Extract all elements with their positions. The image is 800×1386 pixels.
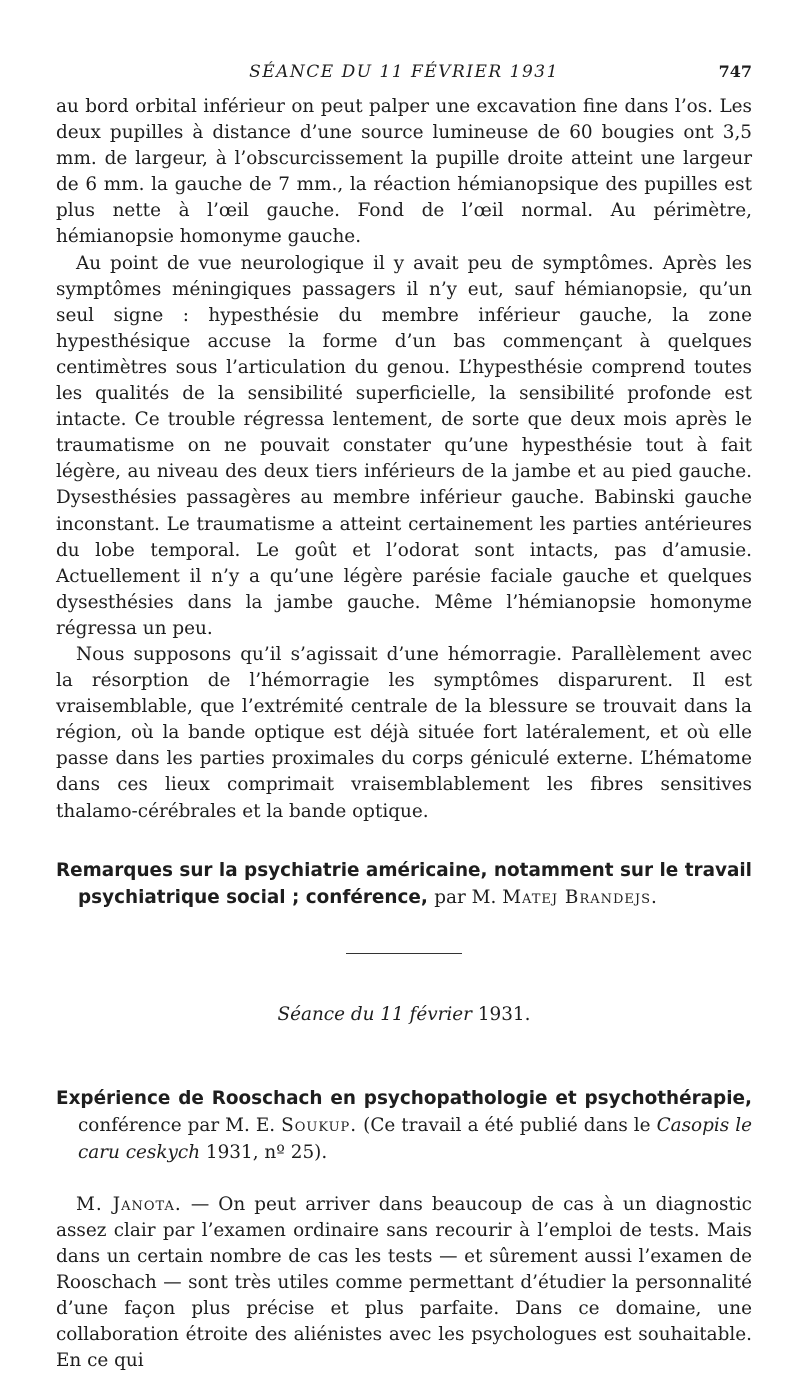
running-title: SÉANCE DU 11 FÉVRIER 1931 — [249, 62, 559, 82]
section-1-by: par M. — [434, 886, 497, 908]
section-2-note-prefix: (Ce travail a été publié dans le — [363, 1114, 651, 1136]
paragraph-1: au bord orbital inférieur on peut palper une excavation fine dans l’os. Les deux pupilles à distance d’une source lumineuse de 60 bougies ont 3,5 mm. de largeur, à l’obscurcissement la pupille droite atteint une largeur de 6 mm. la gauche de 7 mm., la réaction hémianopsique des pupilles est plus nette à l’œil gauche. Fond de l’œil normal. Au périmètre, hémianopsie homonyme gauche. — [56, 96, 752, 248]
running-head — [56, 62, 752, 94]
section-1-byline — [434, 887, 658, 908]
section-heading-1 — [56, 857, 752, 911]
paragraph-2: Au point de vue neurologique il y avait peu de symptômes. Après les symptômes méningiques passagers il n’y eut, sauf hémianopsie, qu’un seul signe : hypesthésie du membre inférieur gauche, la zone hypesthésique accuse la forme d’un bas commençant à quelques centimètres sous l’articulation du genou. L’hypesthésie comprend toutes les qualités de la sensibilité superficielle, la sensibilité profonde est intacte. Ce trouble régressa lentement, de sorte que deux mois après le traumatisme on ne pouvait constater qu’une hypesthésie tout à fait légère, au niveau des deux tiers inférieurs de la jambe et au pied gauche. Dysesthésies passagères au membre inférieur gauche. Babinski gauche inconstant. Le traumatisme a atteint certainement les parties antérieures du lobe temporal. Le goût et l’odorat sont intacts, pas d’amusie. Actuellement il n’y a qu’une légère parésie faciale gauche et quelques dysesthésies dans la jambe gauche. Même l’hémianopsie homonyme régressa un peu. — [56, 252, 752, 639]
section-2-title: Expérience de Rooschach en psychopathologie et psychothérapie, — [56, 1087, 752, 1109]
section-heading-2 — [56, 1085, 752, 1166]
document-page — [56, 0, 752, 1374]
session-date — [56, 1004, 752, 1025]
section-2-byline — [78, 1115, 752, 1163]
section-1-author: Matej Brandejs. — [502, 886, 658, 908]
session-date-label: Séance du 11 février — [277, 1003, 472, 1025]
session-date-year: 1931. — [477, 1003, 531, 1025]
section-2-note-suffix: 1931, nº 25). — [205, 1141, 328, 1163]
discussion-text: — On peut arriver dans beaucoup de cas à un diagnostic assez clair par l’examen ordinaire sans recourir à l’emploi de tests. Mais dans un certain nombre de cas les tests — et sûrement aussi l’examen de Rooschach — sont très utiles comme permettant d’étudier la personnalité d’une façon plus précise et plus parfaite. Dans ce domaine, une collaboration étroite des aliénistes avec les psychologues est souhaitable. En ce qui — [56, 1193, 752, 1372]
section-2-journal: Casopis le caru ceskych — [78, 1114, 752, 1163]
discussion-paragraph — [56, 1192, 752, 1375]
page-number: 747 — [718, 62, 752, 81]
discussion-speaker: M. Janota. — [76, 1193, 182, 1215]
section-1-title: Remarques sur la psychiatrie américaine, notamment sur le travail psychiatrique social ; conférence, — [56, 859, 752, 908]
paragraph-3: Nous supposons qu’il s’agissait d’une hémorragie. Parallèlement avec la résorption de l’hémorragie les symptômes disparurent. Il est vraisemblable, que l’extrémité centrale de la blessure se trouvait dans la région, où la bande optique est déjà située fort latéralement, et où elle passe dans les parties proximales du corps géniculé externe. L’hématome dans ces lieux comprimait vraisemblablement les fibres sensitives thalamo-cérébrales et la bande optique. — [56, 643, 752, 822]
section-2-author: Soukup. — [281, 1114, 358, 1136]
section-2-prefix: conférence par M. E. — [78, 1114, 276, 1136]
